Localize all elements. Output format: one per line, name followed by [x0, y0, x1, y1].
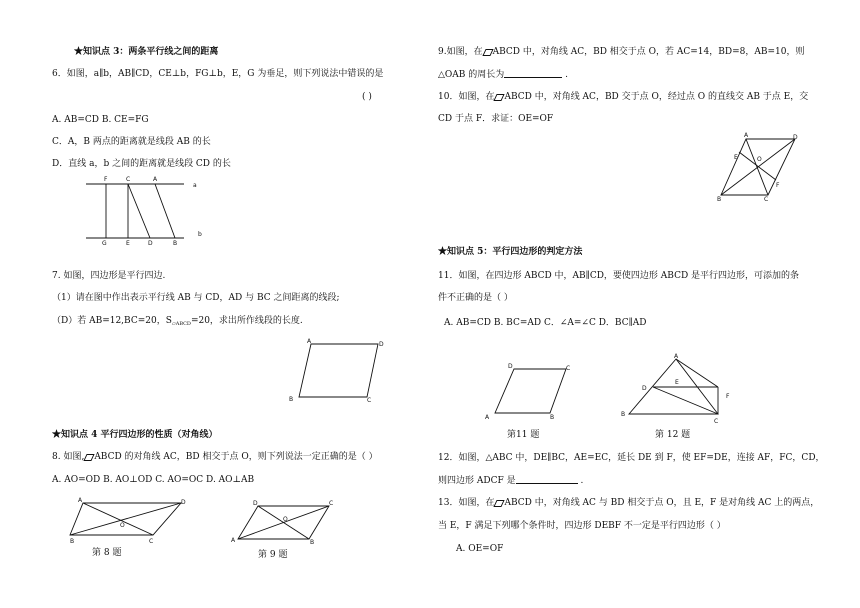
question-7-part-2: （D）若 AB=12,BC=20，$S_{▱ABCD}=20$，求出所作线段的长度. — [52, 316, 303, 327]
question-8-options: A. AO=OD B. AO⊥OD C. AO=OC D. AO⊥AB — [52, 475, 255, 485]
section-heading-5: ★知识点 5：平行四边形的判定方法 — [438, 247, 583, 257]
fig9-label: D — [253, 500, 258, 507]
q6-label: C — [126, 176, 131, 183]
fig8-label: B — [70, 538, 75, 545]
question-13-option-a: A. OE=OF — [456, 544, 504, 554]
q6-label: b — [198, 231, 202, 238]
q7-label: B — [289, 396, 294, 403]
question-9-line-2: △OAB 的周长为 . — [438, 70, 569, 80]
question-10-line-1: 10．如图，在 ABCD 中，对角线 AC，BD 交于点 O，经过点 O 的直线交 AB 于点 E，交 — [438, 92, 809, 102]
answer-blank — [504, 68, 562, 78]
question-9-line-1: 9.如图，在 ABCD 中，对角线 AC，BD 相交于点 O，若 AC=14，BD=8，AB=10，则 — [438, 47, 805, 57]
fig10-label: F — [776, 182, 780, 189]
fig8-label: A — [78, 497, 83, 504]
q6-label: D — [148, 240, 153, 247]
question-6-answer-paren: ( ) — [362, 92, 372, 102]
fig8-label: D — [181, 499, 186, 506]
fig9-label: O — [283, 516, 288, 523]
question-7-text: 7. 如图，四边形是平行四边. — [52, 271, 166, 281]
question-11-line-2: 件不正确的是（ ） — [438, 293, 513, 303]
question-12-line-1: 12．如图，△ABC 中，DE∥BC，AE=EC，延长 DE 到 F，使 EF=DE，连接 AF，FC，CD， — [438, 453, 825, 463]
fig11-label: D — [508, 363, 513, 370]
fig11-label: B — [550, 414, 555, 421]
fig10-label: B — [717, 196, 722, 203]
fig12-label: A — [674, 353, 679, 360]
fig10-label: A — [744, 132, 749, 139]
figure-q12 — [618, 350, 738, 425]
parallelogram-symbol-icon — [494, 94, 503, 100]
question-6-option-d: D．直线 a，b 之间的距离就是线段 CD 的长 — [52, 159, 231, 169]
question-10-line-2: CD 于点 F．求证：OE=OF — [438, 114, 554, 124]
figure-11-caption: 第11 题 — [507, 430, 540, 440]
figure-q8 — [64, 495, 194, 550]
section-heading-3: ★知识点 3：两条平行线之间的距离 — [74, 47, 219, 57]
question-6-text: 6．如图，a∥b，AB∥CD，CE⊥b，FG⊥b，E，G 为垂足，则下列说法中错误的是 — [52, 69, 384, 79]
fig8-label: C — [149, 538, 154, 545]
fig12-label: E — [675, 379, 679, 386]
q6-label: F — [104, 176, 108, 183]
fig10-label: E — [734, 154, 738, 161]
figure-12-caption: 第 12 题 — [655, 430, 691, 440]
figure-q7 — [285, 335, 385, 405]
fig10-label: D — [793, 134, 798, 141]
figure-9-caption: 第 9 题 — [258, 550, 288, 560]
q7-label: D — [379, 341, 384, 348]
question-7-part-1: （1）请在图中作出表示平行线 AB 与 CD，AD 与 BC 之间距离的线段; — [52, 293, 340, 303]
question-12-line-2: 则四边形 ADCF 是 . — [438, 476, 584, 486]
q6-label: A — [153, 176, 158, 183]
fig12-label: C — [714, 418, 719, 425]
question-6-options-ab: A. AB=CD B. CE=FG — [52, 115, 149, 125]
fig12-label: B — [621, 411, 626, 418]
q7-label: A — [307, 338, 312, 345]
figure-q6 — [80, 172, 210, 250]
question-6-option-c: C．A，B 两点的距离就是线段 AB 的长 — [52, 137, 211, 147]
parallelogram-symbol-icon — [494, 500, 503, 506]
fig9-label: C — [329, 500, 334, 507]
question-11-line-1: 11．如图，在四边形 ABCD 中，AB∥CD，要使四边形 ABCD 是平行四边形，可添加的条 — [438, 271, 800, 281]
section-heading-4: ★知识点 4 平行四边形的性质（对角线） — [52, 430, 218, 440]
fig12-label: D — [642, 385, 647, 392]
figure-8-caption: 第 8 题 — [92, 548, 122, 558]
fig10-label: C — [764, 196, 769, 203]
q7-label: C — [367, 397, 372, 404]
fig9-label: A — [231, 537, 236, 544]
q6-label: E — [126, 240, 130, 247]
q6-label: B — [173, 240, 178, 247]
fig11-label: C — [566, 365, 571, 372]
parallelogram-symbol-icon — [483, 49, 492, 55]
figure-q9 — [228, 497, 338, 552]
fig9-label: B — [310, 539, 315, 546]
figure-q11 — [480, 360, 575, 425]
fig12-label: F — [726, 393, 730, 400]
q6-label: a — [193, 182, 197, 189]
figure-q10 — [712, 130, 807, 205]
fig8-label: O — [120, 522, 125, 529]
question-8-text: 8. 如图, ABCD 的对角线 AC，BD 相交于点 O，则下列说法一定正确的是（ ） — [52, 452, 378, 462]
question-13-line-1: 13．如图，在 ABCD 中，对角线 AC 与 BD 相交于点 O，且 E，F 是对角线 AC 上的两点， — [438, 498, 820, 508]
fig10-label: O — [757, 156, 762, 163]
q6-label: G — [102, 240, 107, 247]
answer-blank — [516, 474, 578, 484]
fig11-label: A — [485, 414, 490, 421]
question-13-line-2: 当 E，F 满足下列哪个条件时，四边形 DEBF 不一定是平行四边形（ ） — [438, 521, 726, 531]
parallelogram-symbol-icon — [84, 454, 93, 460]
question-11-options: A. AB=CD B. BC=AD C．∠A=∠C D．BC∥AD — [444, 318, 647, 328]
